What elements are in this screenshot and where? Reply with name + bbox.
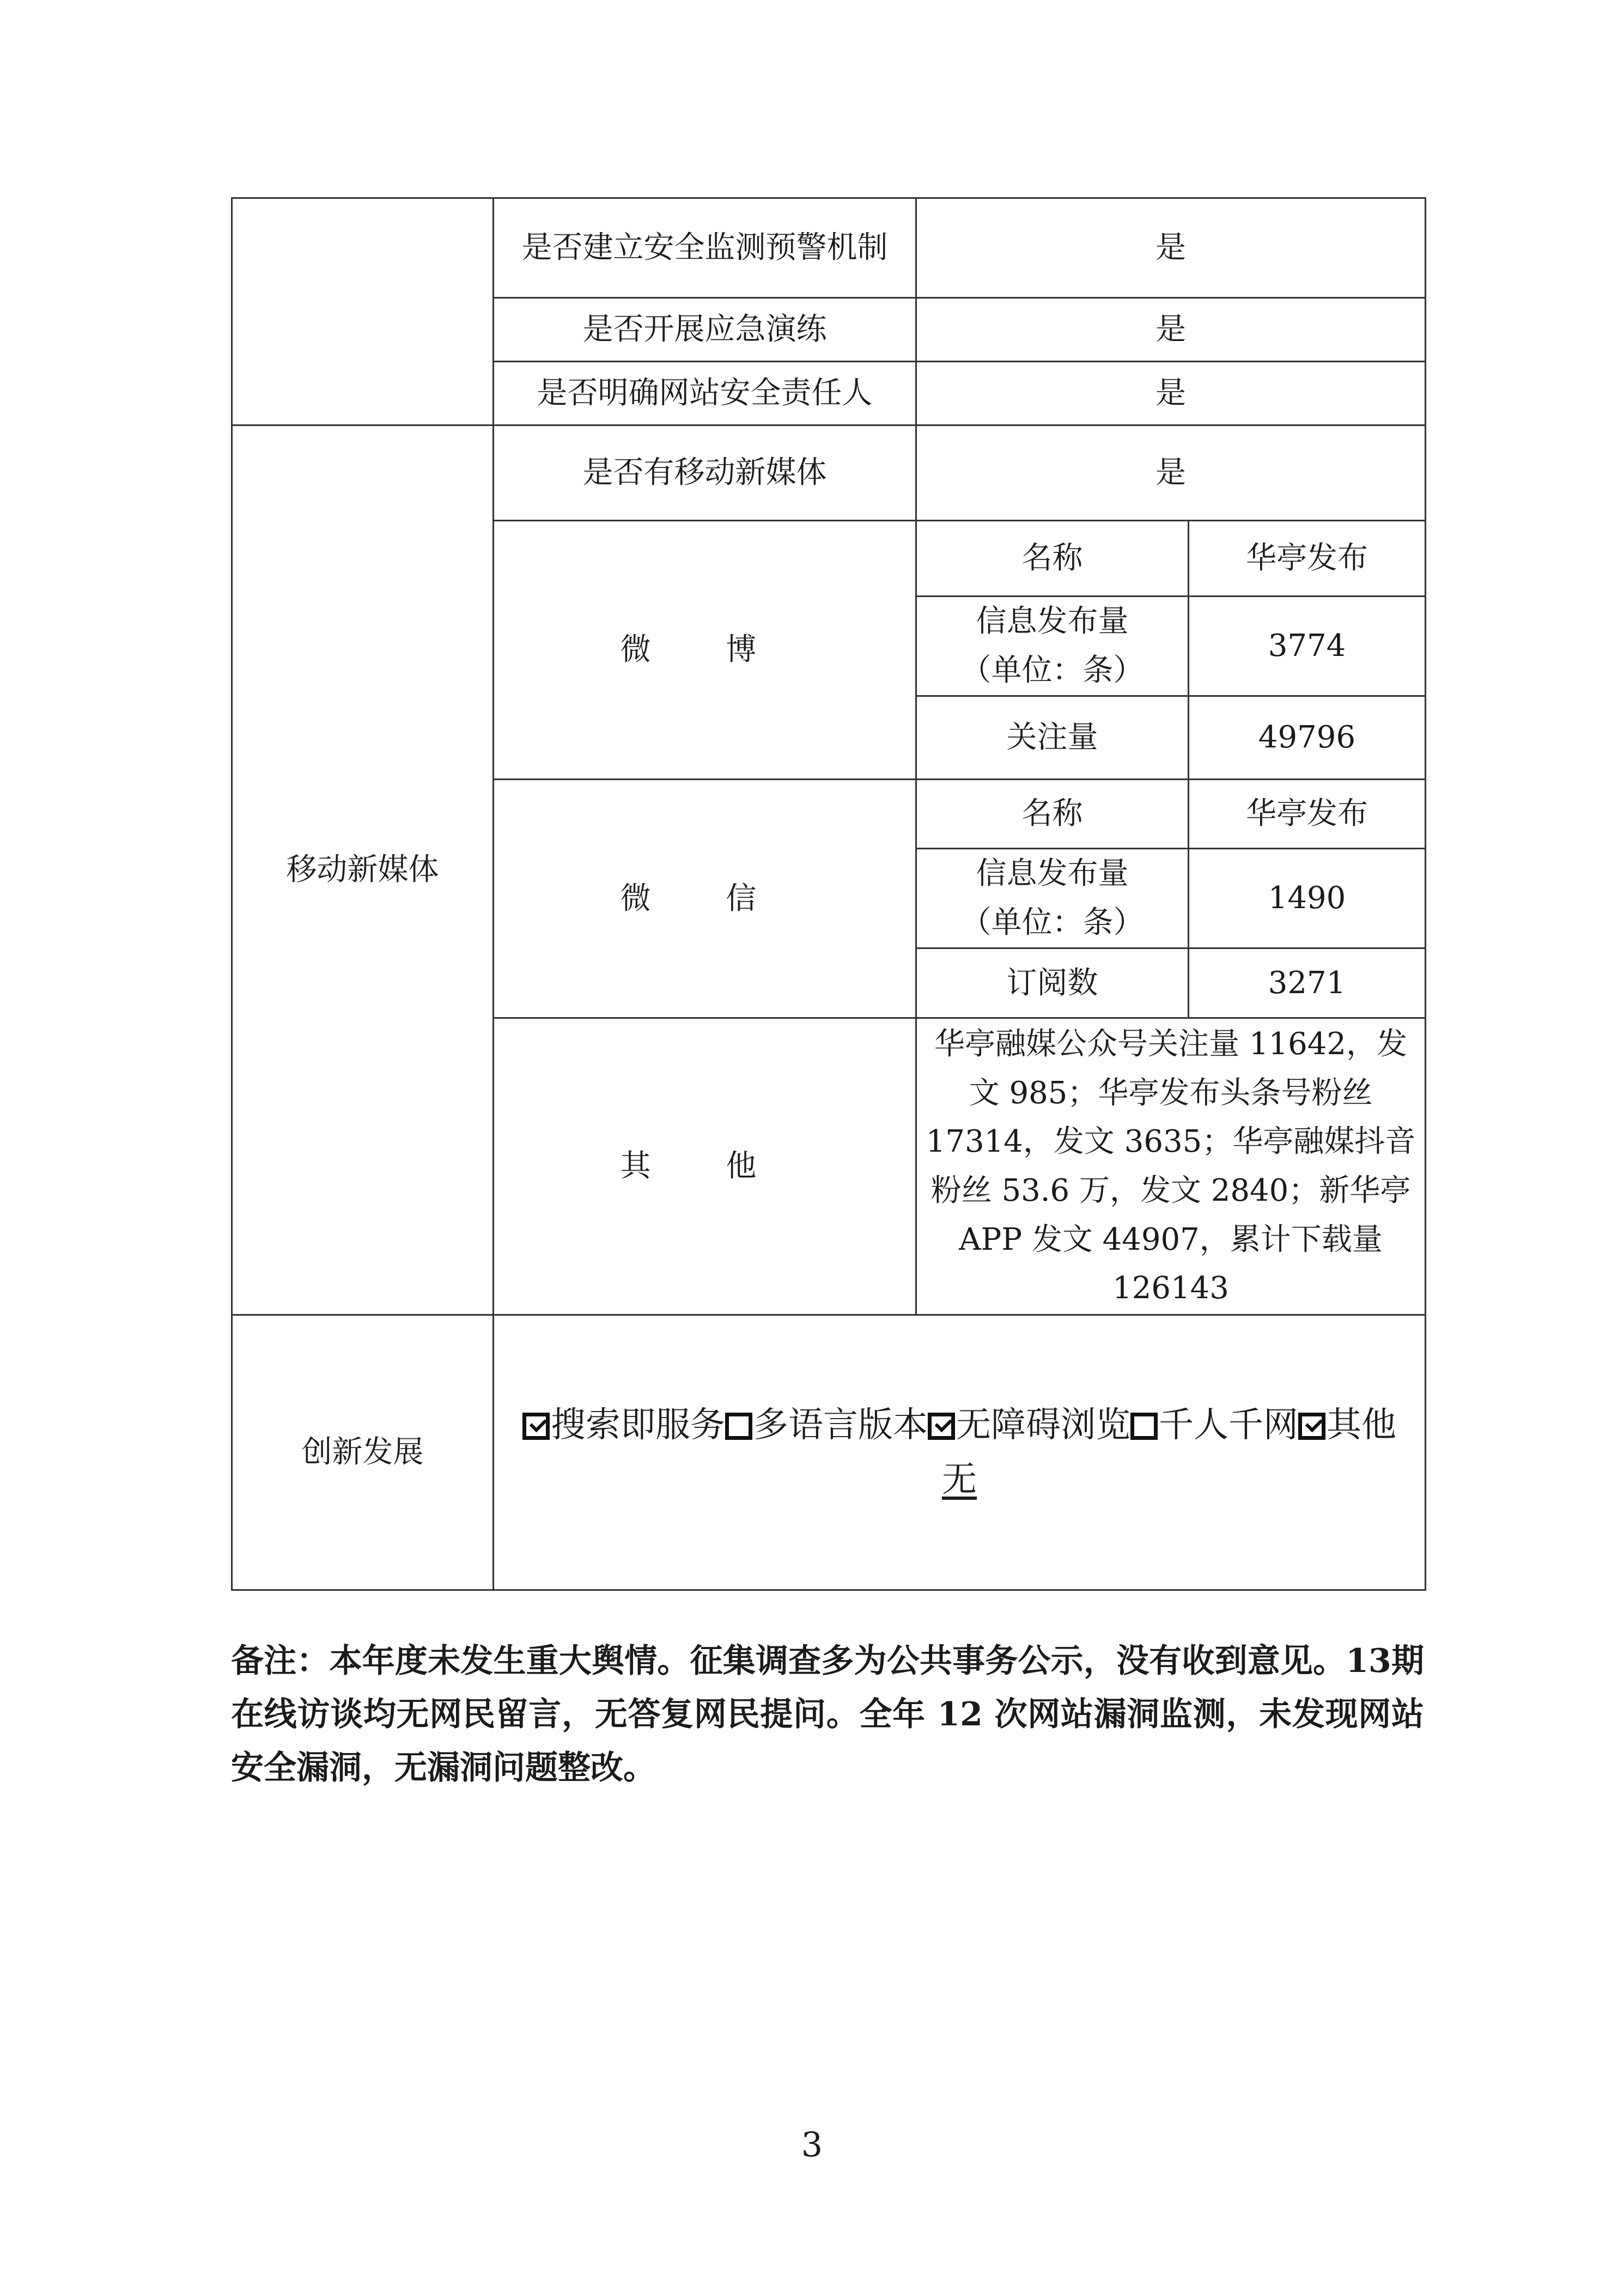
other-line: 文 985；华亭发布头条号粉丝: [969, 1075, 1373, 1111]
security-question-monitoring: 是否建立安全监测预警机制: [494, 198, 916, 298]
other-media-description: [916, 1018, 1426, 1315]
mobile-question: 是否有移动新媒体: [494, 425, 916, 521]
innovation-options-cell: [494, 1315, 1426, 1590]
checkbox-unchecked-icon[interactable]: [1130, 1413, 1158, 1440]
checkbox-checked-icon[interactable]: [928, 1413, 955, 1440]
security-category-cell: [232, 198, 494, 425]
weibo-followers-value: 49796: [1189, 696, 1426, 780]
report-table: [231, 197, 1426, 1591]
weibo-name-value: 华亭发布: [1189, 521, 1426, 597]
remark-text: 备注：本年度未发生重大舆情。征集调查多为公共事务公示，没有收到意见。13期在线访谈均无网民留言，无答复网民提问。全年 12 次网站漏洞监测，未发现网站安全漏洞，无漏洞问题整改。: [231, 1642, 1424, 1787]
option-other: 其他: [1327, 1405, 1396, 1445]
mobile-answer: 是: [916, 425, 1426, 521]
other-line: APP 发文 44907，累计下载量: [959, 1221, 1383, 1257]
checkbox-unchecked-icon[interactable]: [725, 1413, 752, 1440]
wechat-subscribers-value: 3271: [1189, 948, 1426, 1018]
security-answer-monitoring: 是: [916, 198, 1426, 298]
option-personalized: 千人千网: [1159, 1405, 1298, 1445]
wechat-posts-value: 1490: [1189, 849, 1426, 948]
mobile-category-cell: 移动新媒体: [232, 425, 494, 1315]
security-answer-responsible: 是: [916, 362, 1426, 425]
wechat-posts-label: [916, 849, 1189, 948]
other-line: 126143: [1112, 1270, 1229, 1306]
other-label: 其 他: [494, 1018, 916, 1315]
wechat-name-value: 华亭发布: [1189, 780, 1426, 849]
checkbox-checked-icon[interactable]: [1298, 1413, 1325, 1440]
weibo-posts-label: [916, 597, 1189, 696]
wechat-label: 微 信: [494, 780, 916, 1018]
table-row: [232, 198, 1426, 298]
other-line: 17314，发文 3635；华亭融媒抖音: [926, 1124, 1416, 1160]
innovation-options: [503, 1398, 1416, 1452]
innovation-other-line: [503, 1452, 1416, 1507]
option-accessibility: 无障碍浏览: [956, 1405, 1130, 1445]
table-row: [232, 425, 1426, 521]
option-search-as-service: 搜索即服务: [551, 1405, 725, 1445]
other-line: 粉丝 53.6 万，发文 2840；新华亭: [930, 1173, 1411, 1208]
weibo-followers-label: 关注量: [916, 696, 1189, 780]
weibo-label: 微 博: [494, 521, 916, 780]
innovation-category-cell: 创新发展: [232, 1315, 494, 1590]
wechat-posts-label-line2: （单位：条）: [960, 905, 1144, 940]
page-number: 3: [801, 2125, 823, 2164]
option-multilingual: 多语言版本: [753, 1405, 928, 1445]
weibo-posts-label-line1: 信息发布量: [976, 604, 1129, 639]
security-question-drill: 是否开展应急演练: [494, 298, 916, 362]
weibo-posts-value: 3774: [1189, 597, 1426, 696]
wechat-posts-label-line1: 信息发布量: [976, 856, 1129, 891]
weibo-name-label: 名称: [916, 521, 1189, 597]
other-line: 华亭融媒公众号关注量 11642，发: [934, 1026, 1407, 1062]
weibo-posts-label-line2: （单位：条）: [960, 653, 1144, 688]
innovation-other-value: 无: [942, 1459, 977, 1500]
wechat-subscribers-label: 订阅数: [916, 948, 1189, 1018]
wechat-name-label: 名称: [916, 780, 1189, 849]
checkbox-checked-icon[interactable]: [522, 1413, 550, 1440]
table-row: [232, 1315, 1426, 1590]
security-question-responsible: 是否明确网站安全责任人: [494, 362, 916, 425]
security-answer-drill: 是: [916, 298, 1426, 362]
